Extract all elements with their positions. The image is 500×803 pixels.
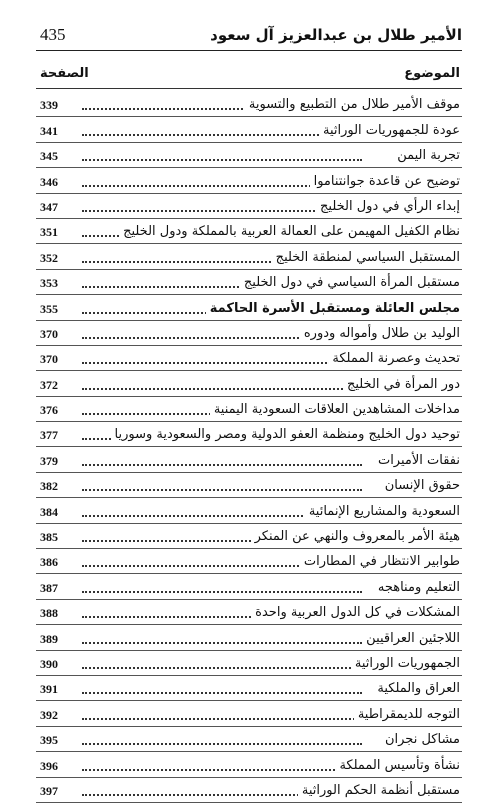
toc-entry-page: 370 xyxy=(40,326,62,342)
toc-entry xyxy=(36,727,462,752)
toc-entry xyxy=(36,143,462,168)
running-header xyxy=(36,22,462,51)
dot-leader xyxy=(82,388,362,390)
toc-entry xyxy=(36,295,462,320)
toc-entry-title: الوليد بن طلال وأمواله ودوره xyxy=(300,326,460,342)
toc-entry-page: 345 xyxy=(40,148,62,164)
toc-entry-title: المشكلات في كل الدول العربية واحدة xyxy=(251,605,460,621)
toc-entry-page: 351 xyxy=(40,224,62,240)
toc-entry-page: 386 xyxy=(40,554,62,570)
toc-entry xyxy=(36,321,462,346)
dot-leader xyxy=(82,769,362,771)
toc-entry xyxy=(36,473,462,498)
toc-entry xyxy=(36,422,462,447)
toc-entry-title: نظام الكفيل المهيمن على العمالة العربية بالمملكة ودول الخليج xyxy=(119,224,460,240)
toc-entry-page: 341 xyxy=(40,123,62,139)
toc-entry-title: عودة للجمهوريات الوراثية xyxy=(319,123,460,139)
toc-entry xyxy=(36,625,462,650)
toc-entry-title: دور المرأة في الخليج xyxy=(343,377,460,393)
toc-entry-page: 370 xyxy=(40,351,62,367)
toc-entry xyxy=(36,778,462,803)
toc-entry-page: 391 xyxy=(40,681,62,697)
toc-entry-page: 376 xyxy=(40,402,62,418)
toc-entry xyxy=(36,676,462,701)
toc-entry-title: المستقبل السياسي لمنطقة الخليج xyxy=(272,250,460,266)
toc-entry xyxy=(36,752,462,777)
running-title: الأمير طلال بن عبدالعزيز آل سعود xyxy=(210,26,462,44)
toc-entry-title: العراق والملكية xyxy=(373,681,460,697)
topic-column-heading: الموضوع xyxy=(404,66,460,81)
toc-entry-title: نشأة وتأسيس المملكة xyxy=(335,758,460,774)
toc-entry-title: تحديث وعصرنة المملكة xyxy=(328,351,460,367)
toc-entry-title: مداخلات المشاهدين العلاقات السعودية اليمنية xyxy=(210,402,460,418)
toc-entry xyxy=(36,600,462,625)
toc-entry xyxy=(36,244,462,269)
toc-entry xyxy=(36,701,462,726)
toc-entry xyxy=(36,194,462,219)
toc-entry-page: 346 xyxy=(40,174,62,190)
page-number: 435 xyxy=(40,25,66,44)
toc-entry xyxy=(36,371,462,396)
toc-entry-page: 397 xyxy=(40,783,62,799)
dot-leader xyxy=(82,489,362,491)
toc-entry-title: نفقات الأميرات xyxy=(374,453,460,469)
toc-entry-title: مستقبل أنظمة الحكم الوراثية xyxy=(298,783,460,799)
toc-entry-title: توضيح عن قاعدة جوانتناموا xyxy=(310,174,460,190)
toc-entry xyxy=(36,346,462,371)
dot-leader xyxy=(82,642,362,644)
toc-entry-page: 379 xyxy=(40,453,62,469)
heading-divider xyxy=(36,88,462,89)
toc-entry-page: 390 xyxy=(40,656,62,672)
toc-entry xyxy=(36,651,462,676)
dot-leader xyxy=(82,718,362,720)
dot-leader xyxy=(82,159,362,161)
toc-entry xyxy=(36,574,462,599)
toc-entry-page: 382 xyxy=(40,478,62,494)
toc-entry-page: 355 xyxy=(40,301,62,317)
page-column-heading: الصفحة xyxy=(40,66,89,81)
toc-entry xyxy=(36,447,462,472)
toc-entry xyxy=(36,549,462,574)
toc-entry-page: 347 xyxy=(40,199,62,215)
toc-entry-page: 388 xyxy=(40,605,62,621)
toc-entry-page: 385 xyxy=(40,529,62,545)
toc-entry-page: 396 xyxy=(40,758,62,774)
toc-entry-title: موقف الأمير طلال من التطبيع والتسوية xyxy=(245,97,460,113)
dot-leader xyxy=(82,464,362,466)
toc-entry-title: مجلس العائلة ومستقبل الأسرة الحاكمة xyxy=(206,301,460,317)
dot-leader xyxy=(82,362,362,364)
toc-entry xyxy=(36,92,462,117)
toc-entry-title: اللاجئين العراقيين xyxy=(362,631,460,647)
toc-entry-page: 377 xyxy=(40,427,62,443)
toc-entry xyxy=(36,498,462,523)
toc-entry-title: حقوق الإنسان xyxy=(381,478,460,494)
toc-entry-title: مشاكل نجران xyxy=(381,732,460,748)
toc-entry-title: التعليم ومناهجه xyxy=(374,580,460,596)
dot-leader xyxy=(82,667,362,669)
toc-entry xyxy=(36,270,462,295)
toc-entry-page: 392 xyxy=(40,707,62,723)
toc-entry-title: تجربة اليمن xyxy=(393,148,460,164)
toc-entry-page: 339 xyxy=(40,97,62,113)
toc-entry-page: 389 xyxy=(40,631,62,647)
dot-leader xyxy=(82,692,362,694)
table-of-contents xyxy=(36,92,462,803)
toc-entry xyxy=(36,219,462,244)
toc-entry-title: هيئة الأمر بالمعروف والنهي عن المنكر xyxy=(251,529,460,545)
toc-entry-title: إبداء الرأي في دول الخليج xyxy=(316,199,460,215)
toc-entry xyxy=(36,524,462,549)
toc-entry-title: الجمهوريات الوراثية xyxy=(351,656,460,672)
toc-entry-page: 353 xyxy=(40,275,62,291)
toc-entry-title: طوابير الانتظار في المطارات xyxy=(300,554,460,570)
toc-entry-title: مستقبل المرأة السياسي في دول الخليج xyxy=(240,275,460,291)
toc-entry-page: 384 xyxy=(40,504,62,520)
toc-entry xyxy=(36,117,462,142)
toc-entry-title: التوجه للديمقراطية xyxy=(354,707,460,723)
toc-entry xyxy=(36,397,462,422)
toc-entry-page: 395 xyxy=(40,732,62,748)
toc-entry-page: 352 xyxy=(40,250,62,266)
toc-entry-page: 387 xyxy=(40,580,62,596)
toc-entry-title: السعودية والمشاريع الإنمائية xyxy=(305,504,460,520)
dot-leader xyxy=(82,591,362,593)
toc-entry-title: توحيد دول الخليج ومنظمة العفو الدولية ومصر والسعودية وسوريا xyxy=(111,427,461,443)
dot-leader xyxy=(82,743,362,745)
toc-entry xyxy=(36,168,462,193)
toc-entry-page: 372 xyxy=(40,377,62,393)
